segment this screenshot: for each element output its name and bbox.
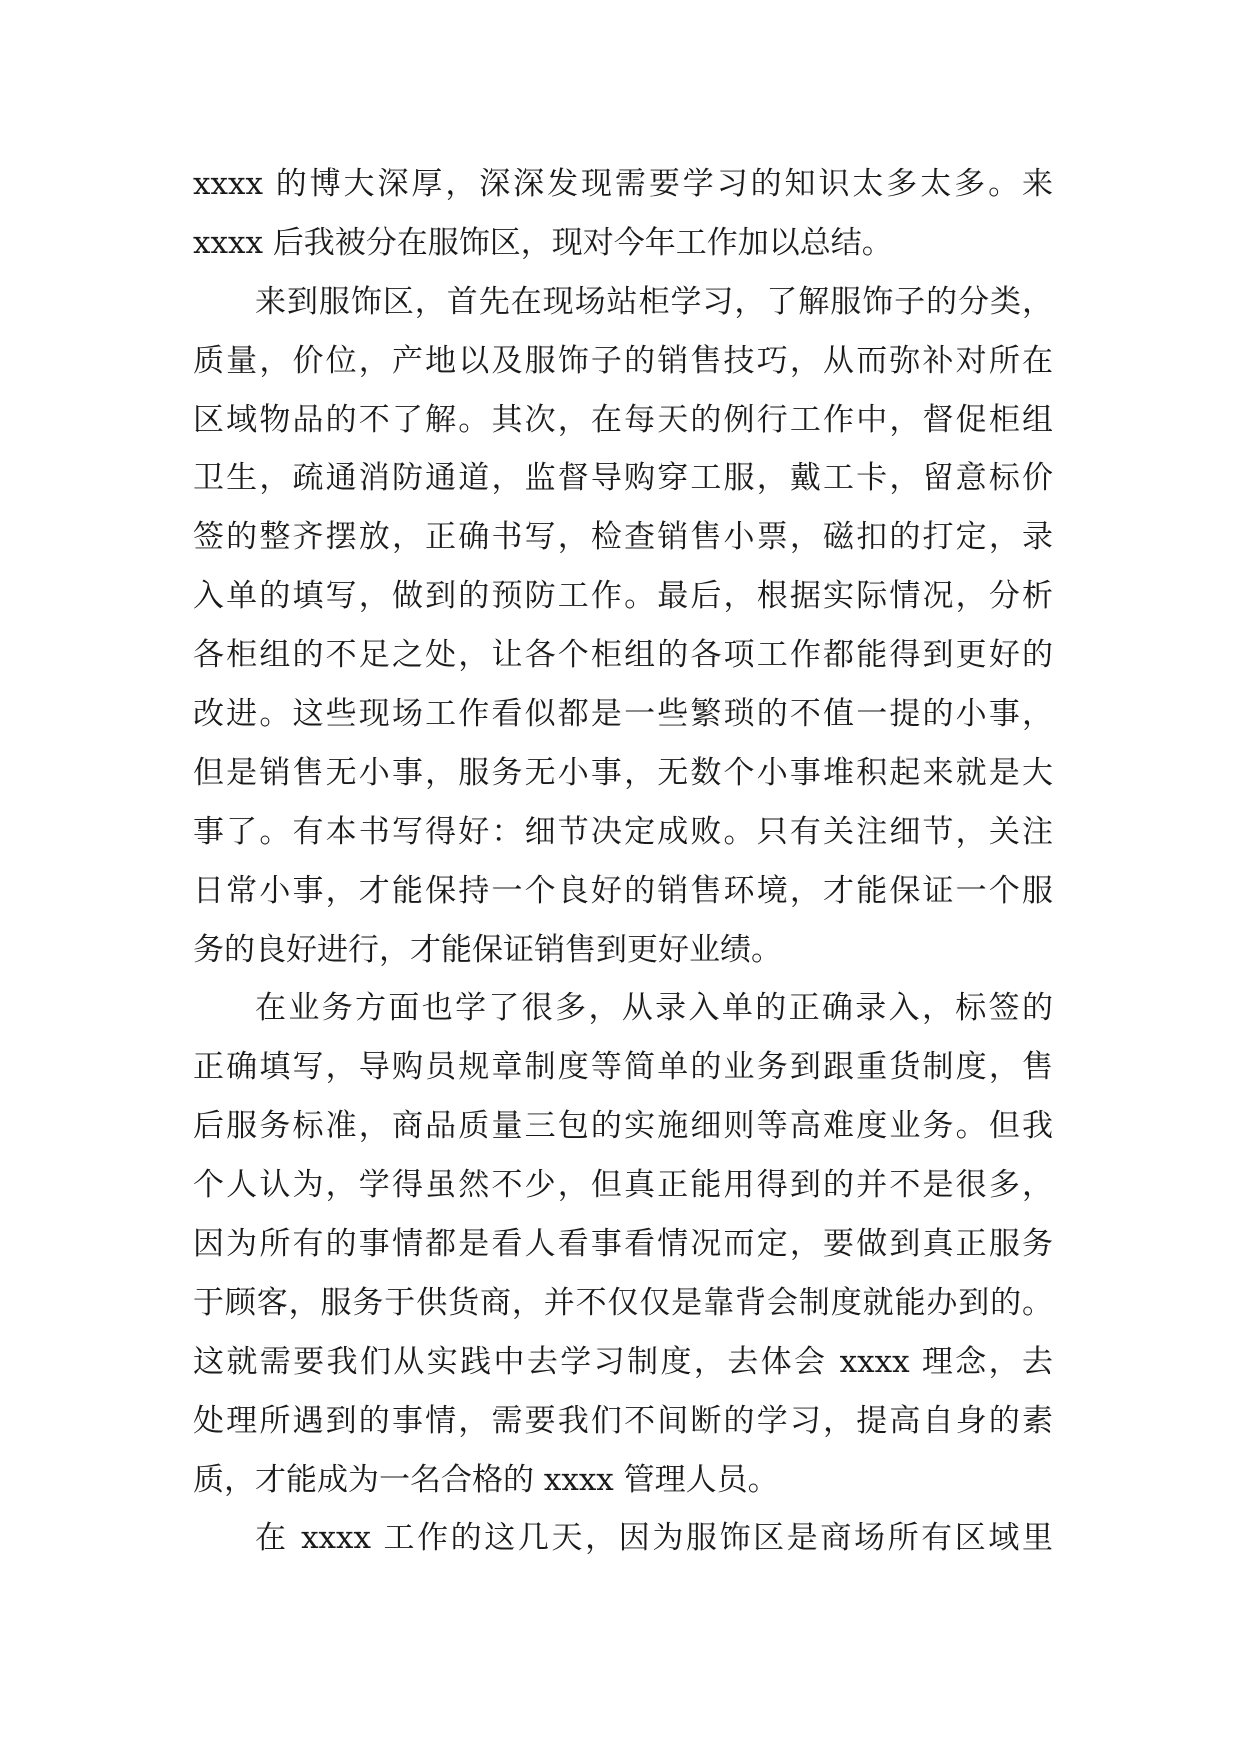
- text-line: 改进。这些现场工作看似都是一些繁琐的不值一提的小事，: [193, 696, 1053, 733]
- text-line: 质量，价位，产地以及服饰子的销售技巧，从而弥补对所在: [193, 342, 1053, 379]
- text-line: 签的整齐摆放，正确书写，检查销售小票，磁扣的打定，录: [193, 519, 1053, 556]
- paragraph-start-line: 来到服饰区，首先在现场站柜学习，了解服饰子的分类，: [255, 283, 1053, 320]
- text-line: 正确填写，导购员规章制度等简单的业务到跟重货制度，售: [193, 1049, 1053, 1086]
- text-line: 后服务标准，商品质量三包的实施细则等高难度业务。但我: [193, 1108, 1053, 1145]
- text-line: 区域物品的不了解。其次，在每天的例行工作中，督促柜组: [193, 401, 1053, 438]
- text-line: 日常小事，才能保持一个良好的销售环境，才能保证一个服: [193, 872, 1053, 909]
- text-line: 于顾客，服务于供货商，并不仅仅是靠背会制度就能办到的。: [193, 1284, 1053, 1321]
- text-line: 但是销售无小事，服务无小事，无数个小事堆积起来就是大: [193, 754, 1053, 791]
- text-line: 处理所遇到的事情，需要我们不间断的学习，提高自身的素: [193, 1402, 1053, 1439]
- text-line: 质，才能成为一名合格的 xxxx 管理人员。: [193, 1461, 779, 1498]
- text-line: 因为所有的事情都是看人看事看情况而定，要做到真正服务: [193, 1226, 1053, 1263]
- text-line: 入单的填写，做到的预防工作。最后，根据实际情况，分析: [193, 578, 1053, 615]
- text-line: xxxx 的博大深厚，深深发现需要学习的知识太多太多。来: [193, 166, 1053, 202]
- text-line: 事了。有本书写得好：细节决定成败。只有关注细节，关注: [193, 813, 1053, 850]
- text-line: 个人认为，学得虽然不少，但真正能用得到的并不是很多，: [193, 1167, 1053, 1204]
- document-body: [193, 155, 1053, 1568]
- text-line: xxxx 后我被分在服饰区，现对今年工作加以总结。: [193, 224, 893, 261]
- paragraph-start-line: 在业务方面也学了很多，从录入单的正确录入，标签的: [255, 990, 1053, 1027]
- paragraph-start-line: 在 xxxx 工作的这几天，因为服饰区是商场所有区域里: [255, 1520, 1053, 1557]
- text-line: 各柜组的不足之处，让各个柜组的各项工作都能得到更好的: [193, 637, 1053, 674]
- text-line: 这就需要我们从实践中去学习制度，去体会 xxxx 理念，去: [193, 1343, 1053, 1380]
- text-line: 务的良好进行，才能保证销售到更好业绩。: [193, 931, 782, 968]
- text-line: 卫生，疏通消防通道，监督导购穿工服，戴工卡，留意标价: [193, 460, 1053, 497]
